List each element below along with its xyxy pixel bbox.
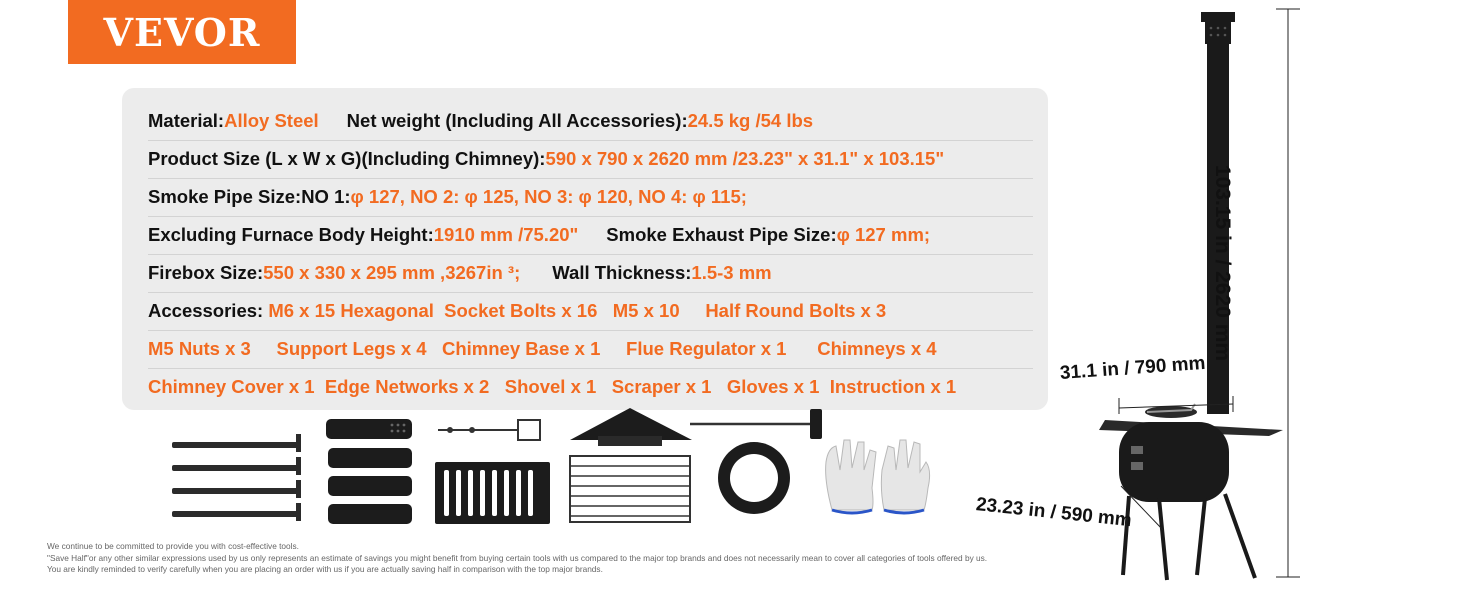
accessories-illustration: [160, 400, 1040, 530]
product-size-label: Product Size (L x W x G)(Including Chimney):: [148, 148, 546, 169]
spec-row-material: [148, 102, 1033, 141]
accessories-label: Accessories:: [148, 300, 269, 321]
flue-regulator-icon: [438, 420, 540, 440]
support-legs-icon: [172, 434, 301, 521]
disclaimer-line-2: "Save Half"or any other similar expressions used by us only represents an estimate of savings you might benefit from buying certain tools with us compared to the major top brands and does not necessarily mean to cover all categories of tools offered by us.: [47, 552, 988, 563]
accessories-value-3: Chimney Cover x 1 Edge Networks x 2 Shovel x 1 Scraper x 1 Gloves x 1 Instruction x 1: [148, 376, 957, 397]
material-label: Material:: [148, 110, 225, 131]
spec-row-accessories-2: [148, 330, 1033, 369]
disclaimer-line-1: We continue to be committed to provide you with cost-effective tools.: [47, 541, 299, 551]
disclaimer-line-3: You are kindly reminded to verify carefully when you are placing an order with us if you are actually saving half in comparison with the top major brands.: [47, 564, 603, 574]
logo-text: VEVOR: [103, 9, 261, 55]
exhaust-pipe-label: Smoke Exhaust Pipe Size:: [606, 224, 837, 245]
wall-thickness-label: Wall Thickness:: [552, 262, 692, 283]
material-value: Alloy Steel: [224, 110, 319, 131]
spec-row-firebox: [148, 254, 1033, 293]
spec-row-smoke-pipe: [148, 178, 1033, 217]
height-dimension-label: 103.15 in / 2620 mm: [1211, 164, 1234, 362]
smoke-pipe-label: Smoke Pipe Size:NO 1:: [148, 186, 351, 207]
spec-row-height: [148, 216, 1033, 255]
chimney-pipes-icon: [326, 419, 412, 524]
disclaimer: [47, 541, 987, 576]
accessories-value-2: M5 Nuts x 3 Support Legs x 4 Chimney Base x 1 Flue Regulator x 1 Chimneys x 4: [148, 338, 937, 359]
chimney-cover-icon: [570, 408, 692, 446]
net-weight-value: 24.5 kg /54 lbs: [687, 110, 814, 131]
body-height-label: Excluding Furnace Body Height:: [148, 224, 434, 245]
depth-dimension-label: 23.23 in / 590 mm: [974, 494, 1133, 532]
exhaust-pipe-value: φ 127 mm;: [836, 224, 931, 245]
width-dimension-label: 31.1 in / 790 mm: [1059, 352, 1207, 384]
smoke-pipe-value: φ 127, NO 2: φ 125, NO 3: φ 120, NO 4: φ 115;: [350, 186, 747, 207]
firebox-value: 550 x 330 x 295 mm ,3267in ³;: [263, 262, 521, 283]
vevor-logo: [68, 0, 296, 64]
edge-network-rack-icon: [570, 456, 690, 522]
chimney-base-ring-icon: [718, 442, 790, 514]
body-height-value: 1910 mm /75.20": [433, 224, 579, 245]
scraper-icon: [690, 409, 822, 439]
accessories-value-1: M6 x 15 Hexagonal Socket Bolts x 16 M5 x 10 Half Round Bolts x 3: [268, 300, 887, 321]
net-weight-label: Net weight (Including All Accessories):: [346, 110, 688, 131]
firebox-label: Firebox Size:: [148, 262, 264, 283]
wall-thickness-value: 1.5-3 mm: [691, 262, 772, 283]
spec-row-product-size: [148, 140, 1033, 179]
gloves-icon: [826, 440, 930, 513]
product-size-value: 590 x 790 x 2620 mm /23.23" x 31.1" x 103.15": [545, 148, 945, 169]
stove-icon: [1099, 12, 1283, 580]
spec-row-accessories: [148, 292, 1033, 331]
grate-icon: [435, 462, 550, 524]
